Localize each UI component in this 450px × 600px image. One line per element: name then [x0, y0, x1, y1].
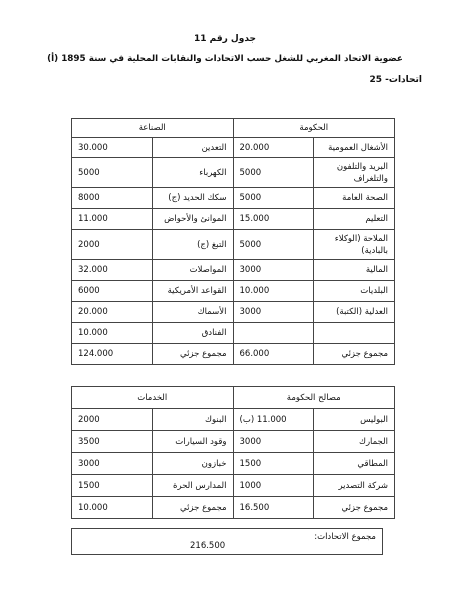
service-value: 1500: [72, 475, 153, 497]
government-label: الملاحة (الوكلاء بالبادية): [314, 230, 395, 260]
government-subtotal-label: مجموع جزئي: [314, 344, 395, 365]
industry-label: سكك الحديد (ج): [152, 188, 233, 209]
government-value: 5000: [233, 230, 314, 260]
gov-service-value: 11.000 (ب): [233, 409, 314, 431]
unions-total-label: مجموع الاتحادات:: [314, 532, 376, 542]
industry-value: 32.000: [72, 260, 153, 281]
industry-subtotal-value: 124.000: [72, 344, 153, 365]
table-row: [72, 158, 395, 188]
gov-service-label: المطاقي: [314, 453, 395, 475]
membership-table-government-industry: [71, 118, 395, 365]
industry-subtotal-label: مجموع جزئي: [152, 344, 233, 365]
header-government: الحكومة: [233, 119, 395, 138]
table-row: [72, 431, 395, 453]
government-label: [314, 323, 395, 344]
table-row: [72, 188, 395, 209]
table-row: [72, 230, 395, 260]
government-label: البلديات: [314, 281, 395, 302]
industry-label: الكهرباء: [152, 158, 233, 188]
gov-service-label: الجمارك: [314, 431, 395, 453]
membership-table-services: [71, 386, 395, 519]
table-row: [72, 302, 395, 323]
subtotal-row: [72, 344, 395, 365]
government-label: التعليم: [314, 209, 395, 230]
table-row: [72, 260, 395, 281]
gov-services-subtotal-value: 16.500: [233, 497, 314, 519]
service-label: وقود السيارات: [152, 431, 233, 453]
service-value: 3000: [72, 453, 153, 475]
service-label: خبازون: [152, 453, 233, 475]
table-row: [72, 281, 395, 302]
government-label: الأشغال العمومية: [314, 138, 395, 158]
table-row: [72, 453, 395, 475]
header-services: الخدمات: [72, 387, 234, 409]
service-value: 2000: [72, 409, 153, 431]
header-gov-services: مصالح الحكومة: [233, 387, 395, 409]
industry-value: 5000: [72, 158, 153, 188]
government-value: 15.000: [233, 209, 314, 230]
industry-value: 8000: [72, 188, 153, 209]
services-subtotal-value: 10.000: [72, 497, 153, 519]
industry-label: التعدين: [152, 138, 233, 158]
gov-service-value: 1500: [233, 453, 314, 475]
industry-label: القواعد الأمريكية: [152, 281, 233, 302]
header-industry: الصناعة: [72, 119, 234, 138]
table-row: [72, 323, 395, 344]
industry-value: 10.000: [72, 323, 153, 344]
industry-value: 11.000: [72, 209, 153, 230]
unions-total-box: [71, 528, 383, 555]
government-value: 3000: [233, 260, 314, 281]
service-label: المدارس الحرة: [152, 475, 233, 497]
industry-value: 2000: [72, 230, 153, 260]
industry-value: 6000: [72, 281, 153, 302]
government-label: الصحة العامة: [314, 188, 395, 209]
table-row: [72, 409, 395, 431]
gov-services-subtotal-label: مجموع جزئي: [314, 497, 395, 519]
subtotal-row: [72, 497, 395, 519]
industry-label: التبغ (ج): [152, 230, 233, 260]
industry-value: 30.000: [72, 138, 153, 158]
table-row: [72, 138, 395, 158]
government-subtotal-value: 66.000: [233, 344, 314, 365]
government-value: [233, 323, 314, 344]
government-label: البريد والتلفون والتلغراف: [314, 158, 395, 188]
table-number: جدول رقم 11: [193, 34, 257, 44]
table-row: [72, 209, 395, 230]
gov-service-label: البوليس: [314, 409, 395, 431]
table-row: [72, 475, 395, 497]
unions-total-value: 216.500: [190, 541, 226, 551]
unions-count: اتحادات- 25: [369, 75, 422, 85]
service-label: البنوك: [152, 409, 233, 431]
services-subtotal-label: مجموع جزئي: [152, 497, 233, 519]
government-value: 3000: [233, 302, 314, 323]
government-value: 5000: [233, 188, 314, 209]
table-title: عضوية الاتحاد المغربي للشغل حسب الاتحادات والنقابات المحلية في سنة 1895 (أ): [47, 54, 403, 64]
industry-label: الفنادق: [152, 323, 233, 344]
gov-service-label: شركة التصدير: [314, 475, 395, 497]
gov-service-value: 3000: [233, 431, 314, 453]
government-value: 20.000: [233, 138, 314, 158]
government-label: العدلية (الكتبة): [314, 302, 395, 323]
industry-label: الأسماك: [152, 302, 233, 323]
industry-label: الموانئ والأحواض: [152, 209, 233, 230]
service-value: 3500: [72, 431, 153, 453]
government-value: 5000: [233, 158, 314, 188]
government-label: المالية: [314, 260, 395, 281]
gov-service-value: 1000: [233, 475, 314, 497]
industry-label: المواصلات: [152, 260, 233, 281]
government-value: 10.000: [233, 281, 314, 302]
industry-value: 20.000: [72, 302, 153, 323]
